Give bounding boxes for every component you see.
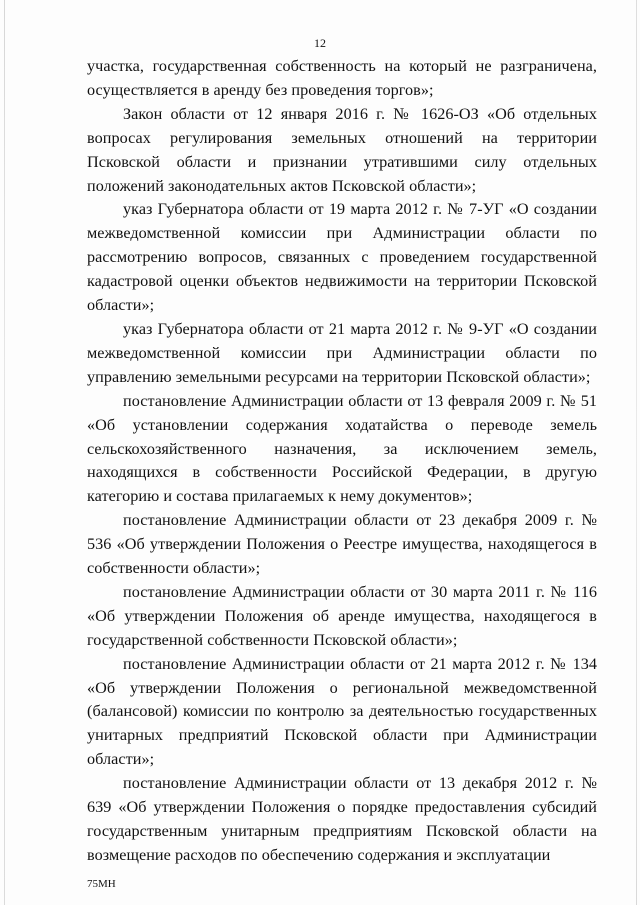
paragraph: постановление Администрации области от 13 декабря 2012 г. № 639 «Об утверждении Положения о порядке предоставления субсидий государственным унитарным предприятиям Псковской области на возмещение расходов по обеспечению содержания и эксплуатации — [87, 774, 597, 864]
footer-code: 75МН — [87, 878, 116, 890]
paragraph: постановление Администрации области от 13 февраля 2009 г. № 51 «Об установлении содержания ходатайства о переводе земель сельскохозяйственного назначения, за исключением земель, находящихся в собственности Российской Федерации, в другую категорию и состава прилагаемых к нему документов»; — [87, 391, 597, 506]
paragraph: постановление Администрации области от 30 марта 2011 г. № 116 «Об утверждении Положения об аренде имущества, находящегося в государственной собственности Псковской области»; — [87, 582, 597, 649]
page-number: 12 — [314, 36, 326, 50]
paragraph: указ Губернатора области от 19 марта 2012 г. № 7-УГ «О создании межведомственной комиссии при Администрации области по рассмотрению вопросов, связанных с проведением государственной кадастровой оценки объектов недвижимости на территории Псковской области»; — [87, 200, 597, 315]
paragraph: Закон области от 12 января 2016 г. № 1626-ОЗ «Об отдельных вопросах регулирования земельных отношений на территории Псковской области и признании утратившими силу отдельных положений законодательных актов Псковской области»; — [87, 104, 597, 195]
paragraph: участка, государственная собственность на который не разграничена, осуществляется в аренду без проведения торгов»; — [87, 57, 597, 99]
paragraph: постановление Администрации области от 23 декабря 2009 г. № 536 «Об утверждении Положения о Реестре имущества, находящегося в собственности области»; — [87, 511, 597, 578]
scan-edge-left — [4, 0, 5, 905]
scan-edge-right — [636, 0, 637, 905]
body-text — [87, 55, 597, 868]
paragraph: постановление Администрации области от 21 марта 2012 г. № 134 «Об утверждении Положения о региональной межведомственной (балансовой) комиссии по контролю за деятельностью государственных унитарных предприятий Псковской области при Администрации области»; — [87, 654, 597, 769]
paragraph: указ Губернатора области от 21 марта 2012 г. № 9-УГ «О создании межведомственной комиссии при Администрации области по управлению земельными ресурсами на территории Псковской области»; — [87, 319, 597, 386]
